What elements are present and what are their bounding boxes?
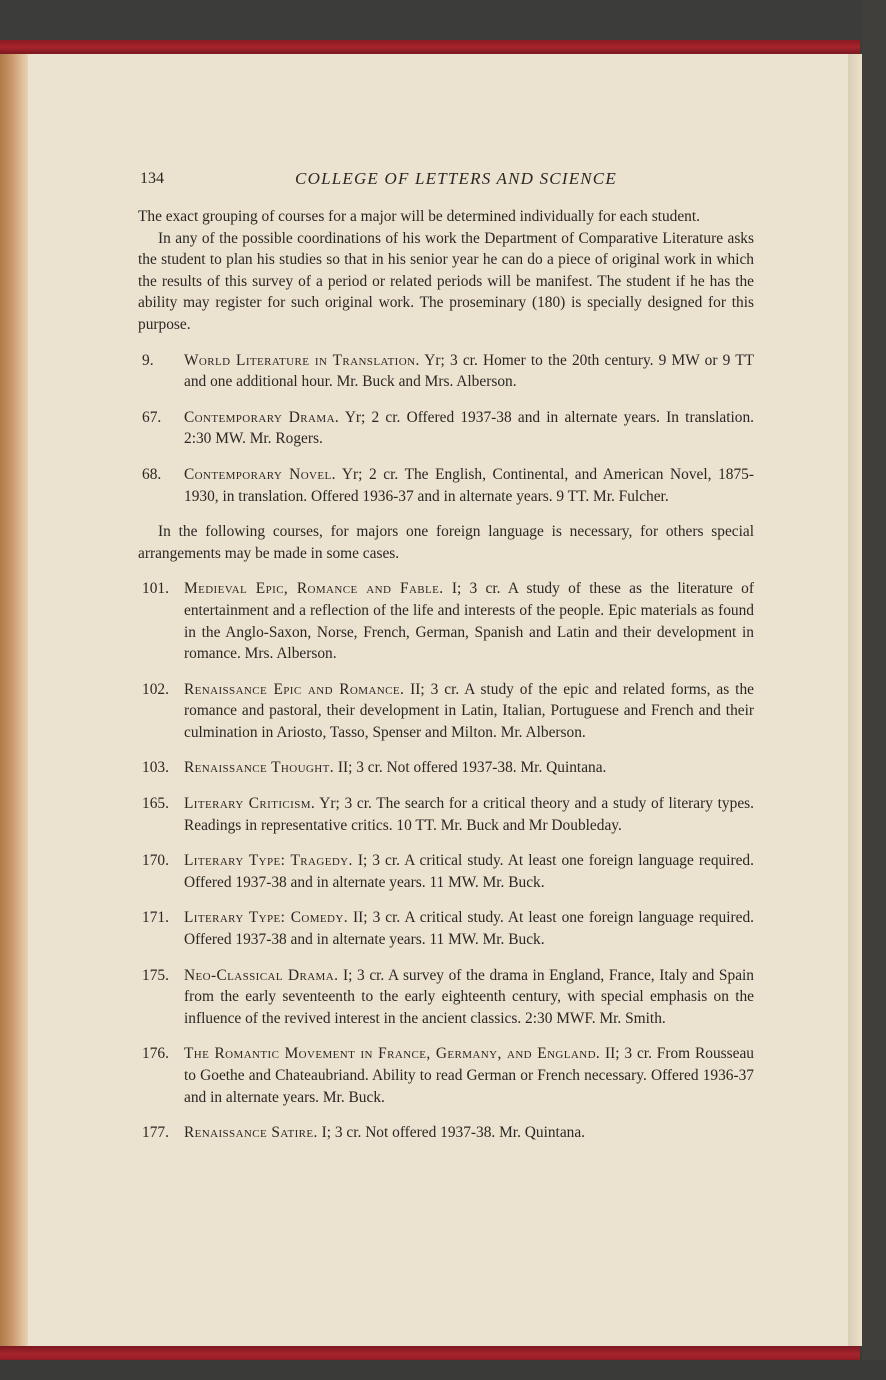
- course-entry: [138, 407, 754, 450]
- course-number: 175.: [142, 966, 169, 984]
- course-entry: [138, 1122, 754, 1144]
- course-entry: [138, 850, 754, 893]
- course-description: Yr; 3 cr. The search for a critical theory and a study of literary types. Readings in representative critics. 10 TT. Mr. Buck and Mr Doubleday.: [184, 795, 754, 834]
- course-title: Renaissance Satire.: [184, 1124, 318, 1142]
- course-body: [184, 793, 754, 836]
- course-body: [184, 1043, 754, 1108]
- course-number: 170.: [142, 852, 169, 870]
- course-body: [184, 578, 754, 664]
- course-number: 165.: [142, 795, 169, 813]
- course-title: Neo-Classical Drama.: [184, 966, 339, 984]
- course-body: [184, 907, 754, 950]
- intro-paragraph-2: In any of the possible coordinations of his work the Department of Comparative Literature asks the student to plan his studies so that in his senior year he can do a piece of original work in which the results of this survey of a period or related periods will be manifest. The student if he has the ability may register for such original work. The proseminary (180) is specially designed for this purpose.: [138, 229, 754, 333]
- course-description: Yr; 3 cr. Homer to the 20th century. 9 MW or 9 TT and one additional hour. Mr. Buck and Mrs. Alberson.: [184, 351, 754, 391]
- course-description: II; 3 cr. A critical study. At least one foreign language required. Offered 1937-38 and in alternate years. 11 MW. Mr. Buck.: [184, 909, 755, 949]
- course-description: I; 3 cr. A survey of the drama in England, France, Italy and Spain from the early seventeenth to the early eighteenth century, with special emphasis on the influence of the revived interest in the ancient classics. 2:30 MWF. Mr. Smith.: [184, 966, 754, 1027]
- course-entry: [138, 793, 754, 836]
- page-stack-right-edge: [848, 54, 862, 1346]
- course-body: [184, 464, 754, 507]
- language-requirement-note: In the following courses, for majors one foreign language is necessary, for others special arrangements may be made in some cases.: [138, 523, 754, 562]
- course-entry: [138, 965, 754, 1030]
- course-title: Medieval Epic, Romance and Fable.: [184, 580, 444, 598]
- course-description: I; 3 cr. A critical study. At least one foreign language required. Offered 1937-38 and in alternate years. 11 MW. Mr. Buck.: [184, 852, 754, 891]
- course-number: 176.: [142, 1045, 169, 1063]
- course-description: I; 3 cr. Not offered 1937-38. Mr. Quintana.: [321, 1124, 586, 1142]
- book-cover-top-edge: [0, 40, 860, 54]
- course-description: II; 3 cr. From Rousseau to Goethe and Chateaubriand. Ability to read German or French necessary. Offered 1936-37 and in alternate years. Mr. Buck.: [184, 1045, 754, 1106]
- course-body: [184, 679, 754, 744]
- course-title: The Romantic Movement in France, Germany, and England.: [184, 1045, 601, 1063]
- course-body: [184, 407, 754, 450]
- course-title: Renaissance Epic and Romance.: [184, 680, 405, 698]
- course-number: 102.: [142, 680, 169, 698]
- course-entry: [138, 578, 754, 664]
- course-title: Literary Type: Tragedy.: [184, 852, 353, 870]
- course-description: I; 3 cr. A study of these as the literature of entertainment and a reflection of the life and interests of the people. Epic materials as found in the Anglo-Saxon, Norse, French, German, Spanish and Latin and their development in romance. Mrs. Alberson.: [184, 580, 754, 663]
- course-title: Literary Type: Comedy.: [184, 909, 348, 927]
- course-body: [184, 350, 754, 393]
- course-title: Contemporary Novel.: [184, 465, 336, 483]
- running-head: COLLEGE OF LETTERS AND SCIENCE: [295, 169, 617, 188]
- course-body: [184, 757, 754, 779]
- course-entry: [138, 350, 754, 393]
- course-entry: [138, 907, 754, 950]
- course-number: 101.: [142, 580, 169, 598]
- course-title: Literary Criticism.: [184, 795, 316, 813]
- course-title: World Literature in Translation.: [184, 351, 420, 369]
- course-number: 9.: [142, 351, 154, 369]
- course-body: [184, 850, 754, 893]
- course-entry: [138, 679, 754, 744]
- course-description: Yr; 2 cr. Offered 1937-38 and in alternate years. In translation. 2:30 MW. Mr. Rogers.: [184, 408, 754, 448]
- course-body: [184, 965, 754, 1030]
- course-description: II; 3 cr. A study of the epic and related forms, as the romance and pastoral, their development in Latin, Italian, Portuguese and French and their culmination in Ariosto, Tasso, Spenser and Milton. Mr. Alberson.: [184, 680, 754, 741]
- course-number: 67.: [142, 408, 162, 426]
- course-entry: [138, 464, 754, 507]
- course-number: 103.: [142, 759, 169, 777]
- scan-background-bottom: [0, 1360, 886, 1380]
- book-page: [28, 54, 848, 1346]
- course-body: [184, 1122, 754, 1144]
- course-number: 68.: [142, 465, 162, 483]
- page-stack-left-edge: [0, 54, 28, 1346]
- course-number: 171.: [142, 909, 169, 927]
- course-number: 177.: [142, 1124, 169, 1142]
- page-header: [138, 164, 754, 194]
- course-description: II; 3 cr. Not offered 1937-38. Mr. Quintana.: [337, 759, 607, 777]
- page-content: [138, 164, 754, 1144]
- course-title: Contemporary Drama.: [184, 408, 340, 426]
- course-description: Yr; 2 cr. The English, Continental, and American Novel, 1875-1930, in translation. Offered 1936-37 and in alternate years. 9 TT. Mr. Fulcher.: [184, 465, 754, 505]
- scan-background-right: [862, 0, 886, 1380]
- page-number: 134: [140, 170, 164, 187]
- course-entry: [138, 757, 754, 779]
- course-entry: [138, 1043, 754, 1108]
- intro-paragraph-1: The exact grouping of courses for a major will be determined individually for each student.: [138, 208, 701, 225]
- course-title: Renaissance Thought.: [184, 759, 334, 777]
